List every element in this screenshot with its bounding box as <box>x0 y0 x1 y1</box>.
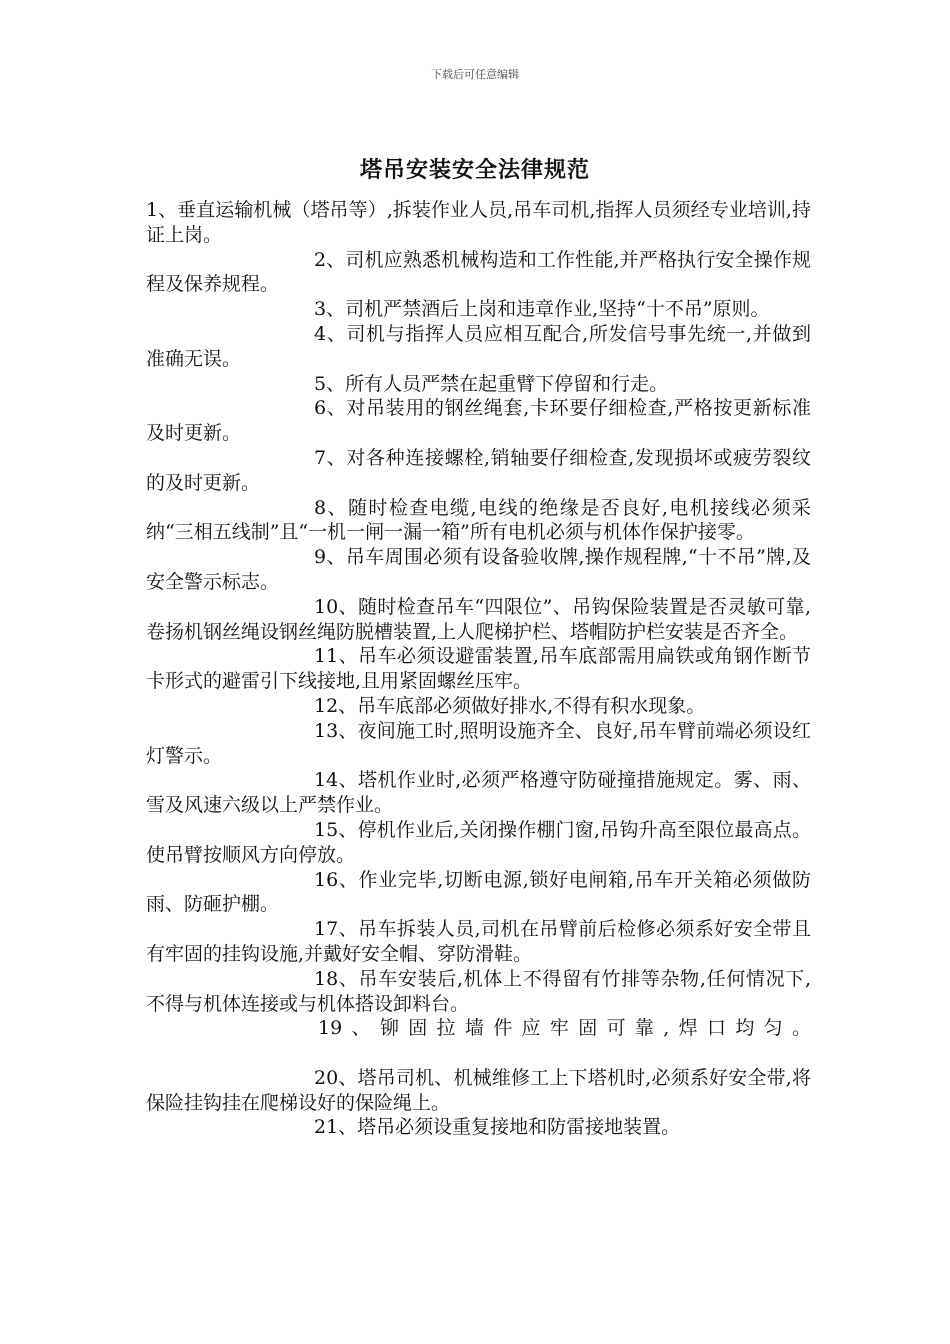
regulation-item-11: 11、吊车必须设避雷装置,吊车底部需用扁铁或角钢作断节卡形式的避雷引下线接地,且用紧固螺丝压牢。 <box>146 645 811 693</box>
regulation-item-21: 21、塔吊必须设重复接地和防雷接地装置。 <box>314 1116 681 1139</box>
regulation-item-14: 14、塔机作业时,必须严格遵守防碰撞措施规定。雾、雨、雪及风速六级以上严禁作业。 <box>146 769 811 817</box>
regulation-item-20: 20、塔吊司机、机械维修工上下塔机时,必须系好安全带,将保险挂钩挂在爬梯设好的保险绳上。 <box>146 1066 811 1114</box>
regulation-item-10: 10、随时检查吊车“四限位”、吊钩保险装置是否灵敏可靠,卷扬机钢丝绳设钢丝绳防脱槽装置,上人爬梯护栏、塔帽防护栏安装是否齐全。 <box>146 595 811 643</box>
regulation-item-1: 1、垂直运输机械（塔吊等）,拆装作业人员,吊车司机,指挥人员须经专业培训,持证上岗。 <box>146 199 811 246</box>
regulation-item-3: 3、司机严禁酒后上岗和违章作业,坚持“十不吊”原则。 <box>314 298 770 321</box>
document-title: 塔吊安装安全法律规范 <box>359 157 590 183</box>
regulation-item-18: 18、吊车安装后,机体上不得留有竹排等杂物,任何情况下,不得与机体连接或与机体搭设卸料台。 <box>146 967 811 1015</box>
header-note: 下载后可任意编辑 <box>431 68 519 81</box>
regulation-item-8: 8、随时检查电缆,电线的绝缘是否良好,电机接线必须采纳“三相五线制”且“一机一闸一漏一箱”所有电机必须与机体作保护接零。 <box>146 496 811 544</box>
regulation-item-7: 7、对各种连接螺栓,销轴要仔细检查,发现损坏或疲劳裂纹的及时更新。 <box>146 446 811 494</box>
regulation-item-2: 2、司机应熟悉机械构造和工作性能,并严格执行安全操作规程及保养规程。 <box>146 248 811 296</box>
regulation-item-19: 19、铆固拉墙件应牢固可靠,焊口均匀。 <box>318 1017 811 1040</box>
regulation-item-6: 6、对吊装用的钢丝绳套,卡环要仔细检查,严格按更新标准及时更新。 <box>146 397 811 445</box>
regulation-item-17: 17、吊车拆装人员,司机在吊臂前后检修必须系好安全带且有牢固的挂钩设施,并戴好安全帽、穿防滑鞋。 <box>146 918 811 965</box>
regulation-item-4: 4、司机与指挥人员应相互配合,所发信号事先统一,并做到准确无误。 <box>146 322 811 370</box>
regulation-item-9: 9、吊车周围必须有设备验收牌,操作规程牌,“十不吊”牌,及安全警示标志。 <box>146 546 811 593</box>
regulation-item-16: 16、作业完毕,切断电源,锁好电闸箱,吊车开关箱必须做防雨、防砸护棚。 <box>146 868 811 916</box>
regulation-item-5: 5、所有人员严禁在起重臂下停留和行走。 <box>314 372 669 395</box>
regulation-item-13: 13、夜间施工时,照明设施齐全、良好,吊车臂前端必须设红灯警示。 <box>146 719 811 767</box>
regulation-item-12: 12、吊车底部必须做好排水,不得有积水现象。 <box>314 694 706 717</box>
regulation-item-15: 15、停机作业后,关闭操作棚门窗,吊钩升高至限位最高点。使吊臂按顺风方向停放。 <box>146 818 811 866</box>
regulation-list <box>146 198 811 1140</box>
